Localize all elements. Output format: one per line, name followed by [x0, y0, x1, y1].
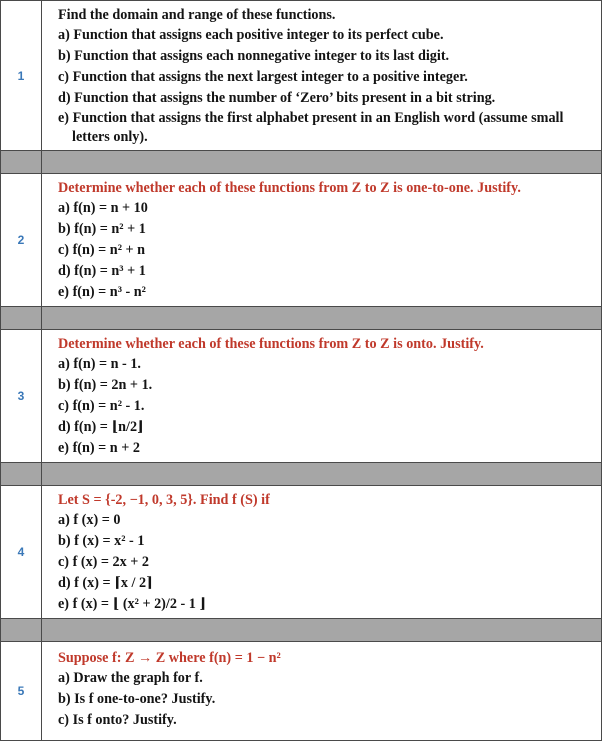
- question-item: b) Is f one-to-one? Justify.: [58, 691, 216, 707]
- question-item: e) f (x) = ⌊ (x² + 2)/2 - 1 ⌋: [58, 595, 207, 612]
- question-row-5: [1, 642, 602, 741]
- question-number: 3: [1, 330, 42, 463]
- question-row-2: [1, 174, 602, 307]
- question-title: Determine whether each of these functions from Z to Z is onto. Justify.: [58, 335, 484, 352]
- separator-row: [1, 151, 602, 174]
- question-item: c) f(n) = n² - 1.: [58, 397, 145, 414]
- question-item: a) Draw the graph for f.: [58, 670, 203, 686]
- question-item: e) f(n) = n³ - n²: [58, 283, 146, 300]
- question-body: [42, 642, 602, 741]
- question-body: [42, 1, 602, 151]
- question-item: d) Function that assigns the number of ‘Zero’ bits present in a bit string.: [58, 89, 496, 106]
- question-item: b) Function that assigns each nonnegative integer to its last digit.: [58, 47, 450, 64]
- question-number: 4: [1, 486, 42, 619]
- question-item: a) f (x) = 0: [58, 511, 121, 528]
- question-item: d) f (x) = ⌈x / 2⌉: [58, 574, 153, 591]
- question-item: c) f (x) = 2x + 2: [58, 553, 150, 570]
- question-item: c) Is f onto? Justify.: [58, 712, 177, 728]
- question-title: Suppose f: Z → Z where f(n) = 1 − n²: [58, 650, 281, 666]
- question-item: b) f(n) = 2n + 1.: [58, 376, 153, 393]
- question-item: b) f (x) = x² - 1: [58, 532, 145, 549]
- question-number: 2: [1, 174, 42, 307]
- question-body: [42, 174, 602, 307]
- question-title: Let S = {-2, −1, 0, 3, 5}. Find f (S) if: [58, 491, 270, 508]
- separator-row: [1, 619, 602, 642]
- question-item: c) f(n) = n² + n: [58, 241, 146, 258]
- question-row-3: [1, 330, 602, 463]
- question-row-4: [1, 486, 602, 619]
- separator-row: [1, 463, 602, 486]
- question-title: Determine whether each of these functions from Z to Z is one-to-one. Justify.: [58, 179, 521, 196]
- question-number: 1: [1, 1, 42, 151]
- question-item: d) f(n) = n³ + 1: [58, 262, 146, 279]
- question-row-1: [1, 1, 602, 151]
- question-body: [42, 330, 602, 463]
- question-number: 5: [1, 642, 42, 741]
- question-item: c) Function that assigns the next largest integer to a positive integer.: [58, 68, 468, 85]
- separator-row: [1, 307, 602, 330]
- question-item: e) f(n) = n + 2: [58, 439, 140, 456]
- question-item: e) Function that assigns the first alphabet present in an English word (assume small letters only).: [58, 109, 564, 145]
- question-item: a) Function that assigns each positive integer to its perfect cube.: [58, 26, 444, 43]
- question-item: d) f(n) = ⌊n/2⌋: [58, 418, 144, 435]
- question-item: b) f(n) = n² + 1: [58, 220, 146, 237]
- question-title: Find the domain and range of these functions.: [58, 6, 336, 23]
- question-item: a) f(n) = n - 1.: [58, 355, 141, 372]
- question-item: a) f(n) = n + 10: [58, 199, 148, 216]
- question-body: [42, 486, 602, 619]
